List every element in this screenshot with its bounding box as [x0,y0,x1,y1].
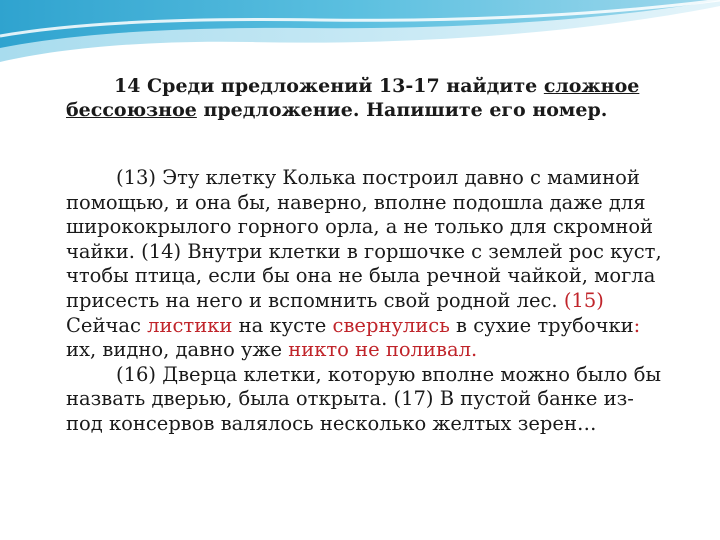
paragraph-1-text-c: на кусте [232,313,333,337]
header-wave-decoration [0,0,720,80]
task-underlined-word-2: бессоюзное [66,99,197,121]
task-heading [66,74,666,122]
highlight-colon: : [633,313,641,337]
text-paragraph-2: (16) Дверца клетки, которую вполне можно было бы назвать дверью, была открыта. (17) В пустой банке из-под консервов валялось несколько желтых зерен… [66,362,661,435]
task-underlined-word-1: сложное [543,75,640,97]
paragraph-1-text-e: их, видно, давно уже [66,338,289,362]
highlight-second-clause: никто не поливал. [288,338,478,362]
task-suffix: предложение. Напишите его номер. [196,99,608,121]
text-paragraph-1 [66,166,666,363]
highlight-predicate: свернулись [332,313,450,337]
highlight-sentence-number: (15) [563,288,604,312]
slide-content [66,74,666,437]
highlight-subject: листики [147,313,233,337]
paragraph-1-text-a: (13) Эту клетку Колька построил давно с маминой помощью, и она бы, наверно, вполне подошла даже для ширококрылого горного орла, а не только для скромной чайки. (14) Внутри клетки в горшочке с землей рос куст, чтобы птица, если бы она не была речной чайкой, могла присесть на него и вспомнить свой родной лес. [66,166,662,312]
task-prefix: 14 Среди предложений 13-17 найдите [114,75,544,97]
paragraph-1-text-d: в сухие трубочки [449,313,634,337]
paragraph-1-text-b: Сейчас [66,313,148,337]
